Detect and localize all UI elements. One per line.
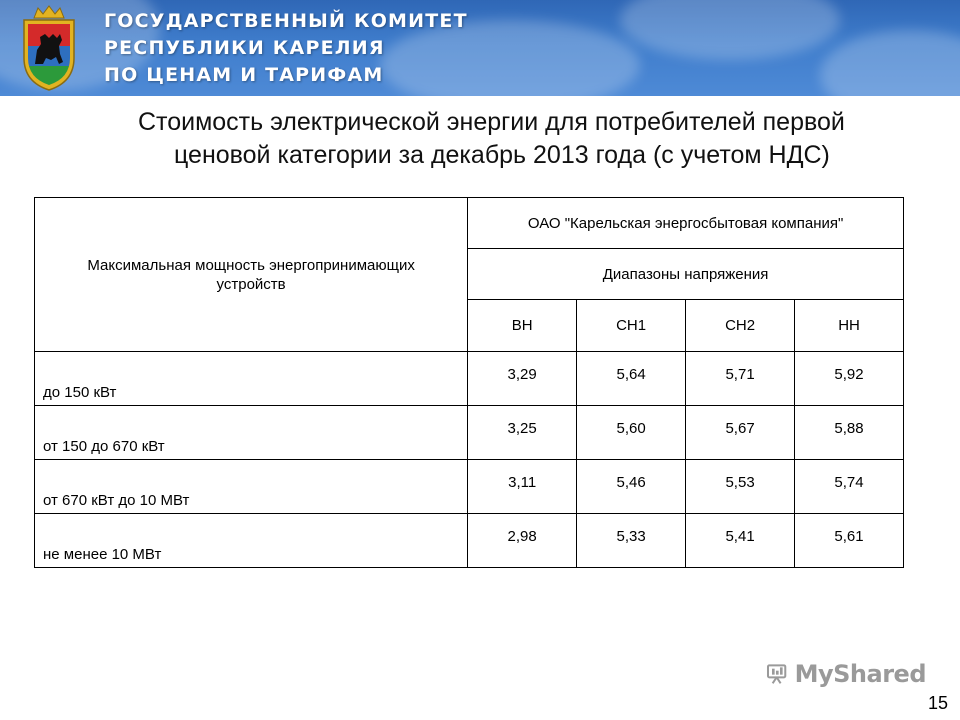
voltage-column-header: ВН bbox=[468, 300, 577, 352]
row-label: до 150 кВт bbox=[35, 352, 468, 406]
table-cell: 3,11 bbox=[468, 460, 577, 514]
voltage-column-header: СН1 bbox=[577, 300, 686, 352]
table-row bbox=[35, 352, 904, 406]
slide-title-line-1: Стоимость электрической энергии для потребителей первой bbox=[138, 108, 845, 136]
tariff-table bbox=[34, 197, 904, 568]
agency-name bbox=[104, 8, 664, 89]
voltage-ranges-header: Диапазоны напряжения bbox=[468, 249, 904, 300]
table-cell: 5,60 bbox=[577, 406, 686, 460]
table-cell: 5,41 bbox=[686, 514, 795, 568]
table-cell: 2,98 bbox=[468, 514, 577, 568]
watermark-text: MyShared bbox=[794, 660, 926, 688]
table-cell: 3,29 bbox=[468, 352, 577, 406]
table-cell: 5,53 bbox=[686, 460, 795, 514]
header-banner bbox=[0, 0, 960, 96]
table-cell: 5,64 bbox=[577, 352, 686, 406]
page-number: 15 bbox=[927, 693, 948, 713]
presentation-board-icon bbox=[766, 658, 789, 690]
company-header: ОАО "Карельская энергосбытовая компания" bbox=[468, 198, 904, 249]
slide-title-line-2: ценовой категории за декабрь 2013 года (с учетом НДС) bbox=[174, 141, 830, 169]
slide-title bbox=[120, 106, 920, 172]
table-cell: 5,46 bbox=[577, 460, 686, 514]
table-cell: 5,71 bbox=[686, 352, 795, 406]
table-cell: 5,61 bbox=[795, 514, 904, 568]
row-label: не менее 10 МВт bbox=[35, 514, 468, 568]
table-header-row-company bbox=[35, 198, 904, 249]
agency-name-line-3: ПО ЦЕНАМ И ТАРИФАМ bbox=[104, 64, 384, 86]
table-cell: 5,67 bbox=[686, 406, 795, 460]
row-label: от 150 до 670 кВт bbox=[35, 406, 468, 460]
table-cell: 5,74 bbox=[795, 460, 904, 514]
agency-name-line-1: ГОСУДАРСТВЕННЫЙ КОМИТЕТ bbox=[104, 10, 468, 32]
table-cell: 3,25 bbox=[468, 406, 577, 460]
table-cell: 5,88 bbox=[795, 406, 904, 460]
row-label: от 670 кВт до 10 МВт bbox=[35, 460, 468, 514]
coat-of-arms-icon bbox=[16, 4, 82, 92]
table-cell: 5,33 bbox=[577, 514, 686, 568]
table-row bbox=[35, 460, 904, 514]
myshared-watermark bbox=[766, 656, 926, 692]
voltage-column-header: НН bbox=[795, 300, 904, 352]
voltage-column-header: СН2 bbox=[686, 300, 795, 352]
power-capacity-header: Максимальная мощность энергопринимающих устройств bbox=[35, 198, 468, 352]
table-row bbox=[35, 514, 904, 568]
agency-name-line-2: РЕСПУБЛИКИ КАРЕЛИЯ bbox=[104, 37, 385, 59]
table-cell: 5,92 bbox=[795, 352, 904, 406]
table-row bbox=[35, 406, 904, 460]
